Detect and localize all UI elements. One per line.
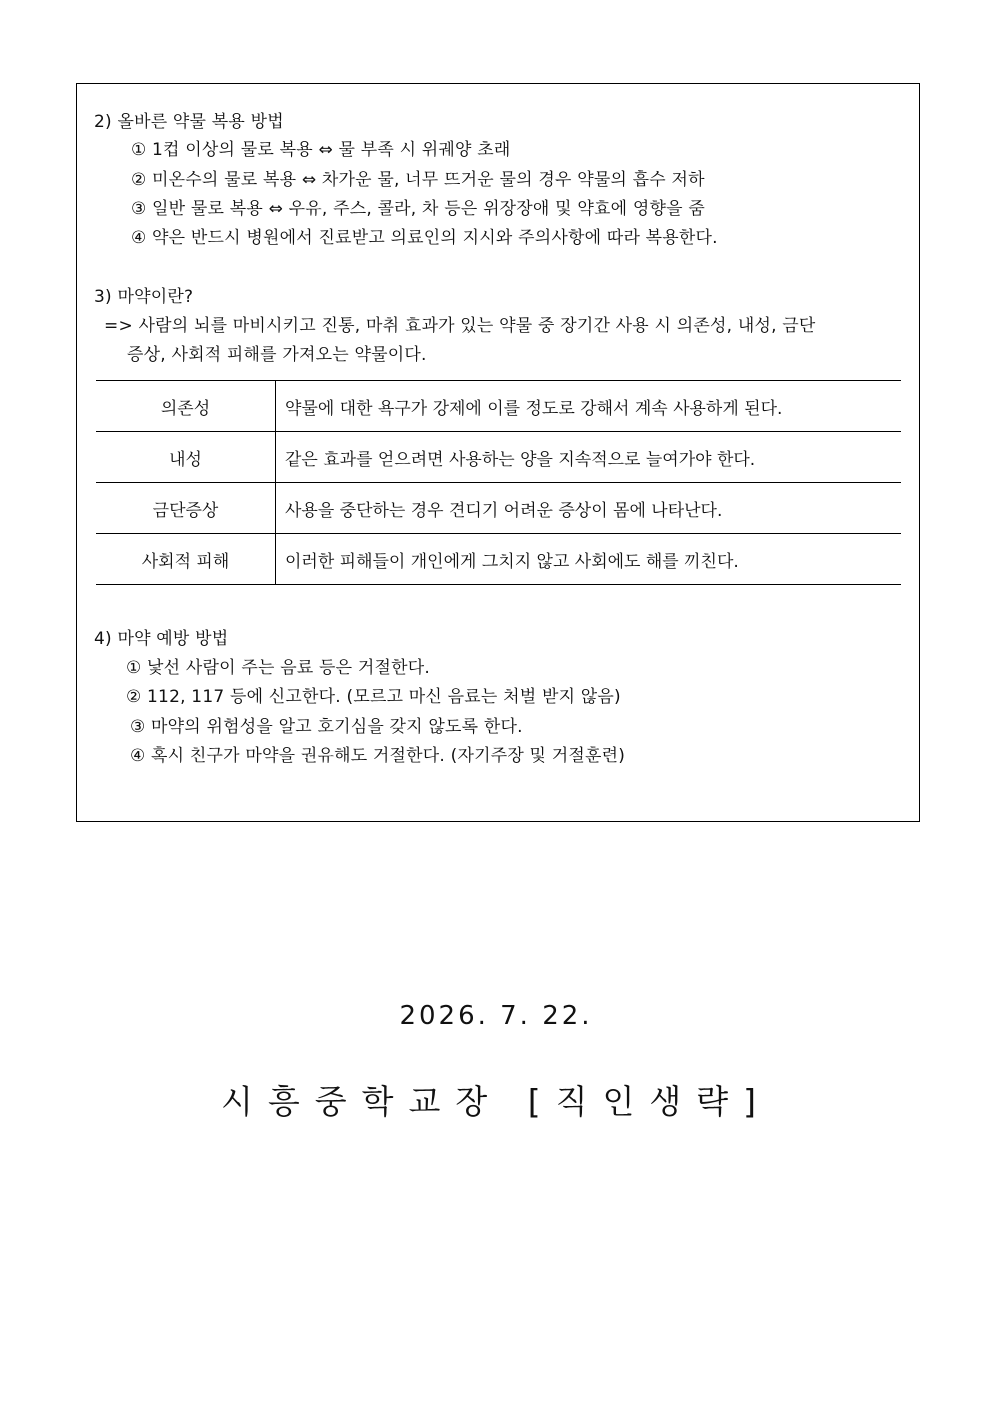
term-cell: 내성: [96, 432, 276, 483]
term-cell: 의존성: [96, 381, 276, 432]
section-4-heading: 4) 마약 예방 방법: [94, 629, 229, 649]
section-3-definition-line-1: => 사람의 뇌를 마비시키고 진통, 마취 효과가 있는 약물 중 장기간 사용 시 의존성, 내성, 금단: [104, 316, 816, 336]
section-4-item-1: ① 낯선 사람이 주는 음료 등은 거절한다.: [126, 658, 430, 678]
table-row: [96, 483, 901, 534]
section-2-item-4: ④ 약은 반드시 병원에서 진료받고 의료인의 지시와 주의사항에 따라 복용한다.: [131, 228, 718, 248]
section-4-item-2: ② 112, 117 등에 신고한다. (모르고 마신 음료는 처벌 받지 않음): [126, 687, 621, 707]
table-row: [96, 432, 901, 483]
description-cell: 이러한 피해들이 개인에게 그치지 않고 사회에도 해를 끼친다.: [276, 534, 902, 585]
drug-terms-table: [96, 380, 901, 585]
description-cell: 사용을 중단하는 경우 견디기 어려운 증상이 몸에 나타난다.: [276, 483, 902, 534]
section-4-item-4: ④ 혹시 친구가 마약을 권유해도 거절한다. (자기주장 및 거절훈련): [130, 746, 626, 766]
section-2-heading: 2) 올바른 약물 복용 방법: [94, 112, 284, 132]
principal-signature: 시흥중학교장 [직인생략]: [220, 1082, 772, 1121]
section-2-item-3: ③ 일반 물로 복용 ⇔ 우유, 주스, 콜라, 차 등은 위장장애 및 약효에 영향을 줌: [131, 199, 705, 219]
document-date: 2026. 7. 22.: [399, 1001, 593, 1031]
table-row: [96, 381, 901, 432]
term-cell: 금단증상: [96, 483, 276, 534]
description-cell: 약물에 대한 욕구가 강제에 이를 정도로 강해서 계속 사용하게 된다.: [276, 381, 902, 432]
description-cell: 같은 효과를 얻으려면 사용하는 양을 지속적으로 늘여가야 한다.: [276, 432, 902, 483]
term-cell: 사회적 피해: [96, 534, 276, 585]
table-row: [96, 534, 901, 585]
section-3-definition-line-2: 증상, 사회적 피해를 가져오는 약물이다.: [127, 345, 427, 365]
section-2-item-1: ① 1컵 이상의 물로 복용 ⇔ 물 부족 시 위궤양 초래: [131, 140, 511, 160]
section-3-heading: 3) 마약이란?: [94, 287, 194, 307]
section-4-item-3: ③ 마약의 위험성을 알고 호기심을 갖지 않도록 한다.: [130, 717, 523, 737]
content-box: [76, 83, 920, 822]
section-2-item-2: ② 미온수의 물로 복용 ⇔ 차가운 물, 너무 뜨거운 물의 경우 약물의 흡수 저하: [131, 170, 705, 190]
